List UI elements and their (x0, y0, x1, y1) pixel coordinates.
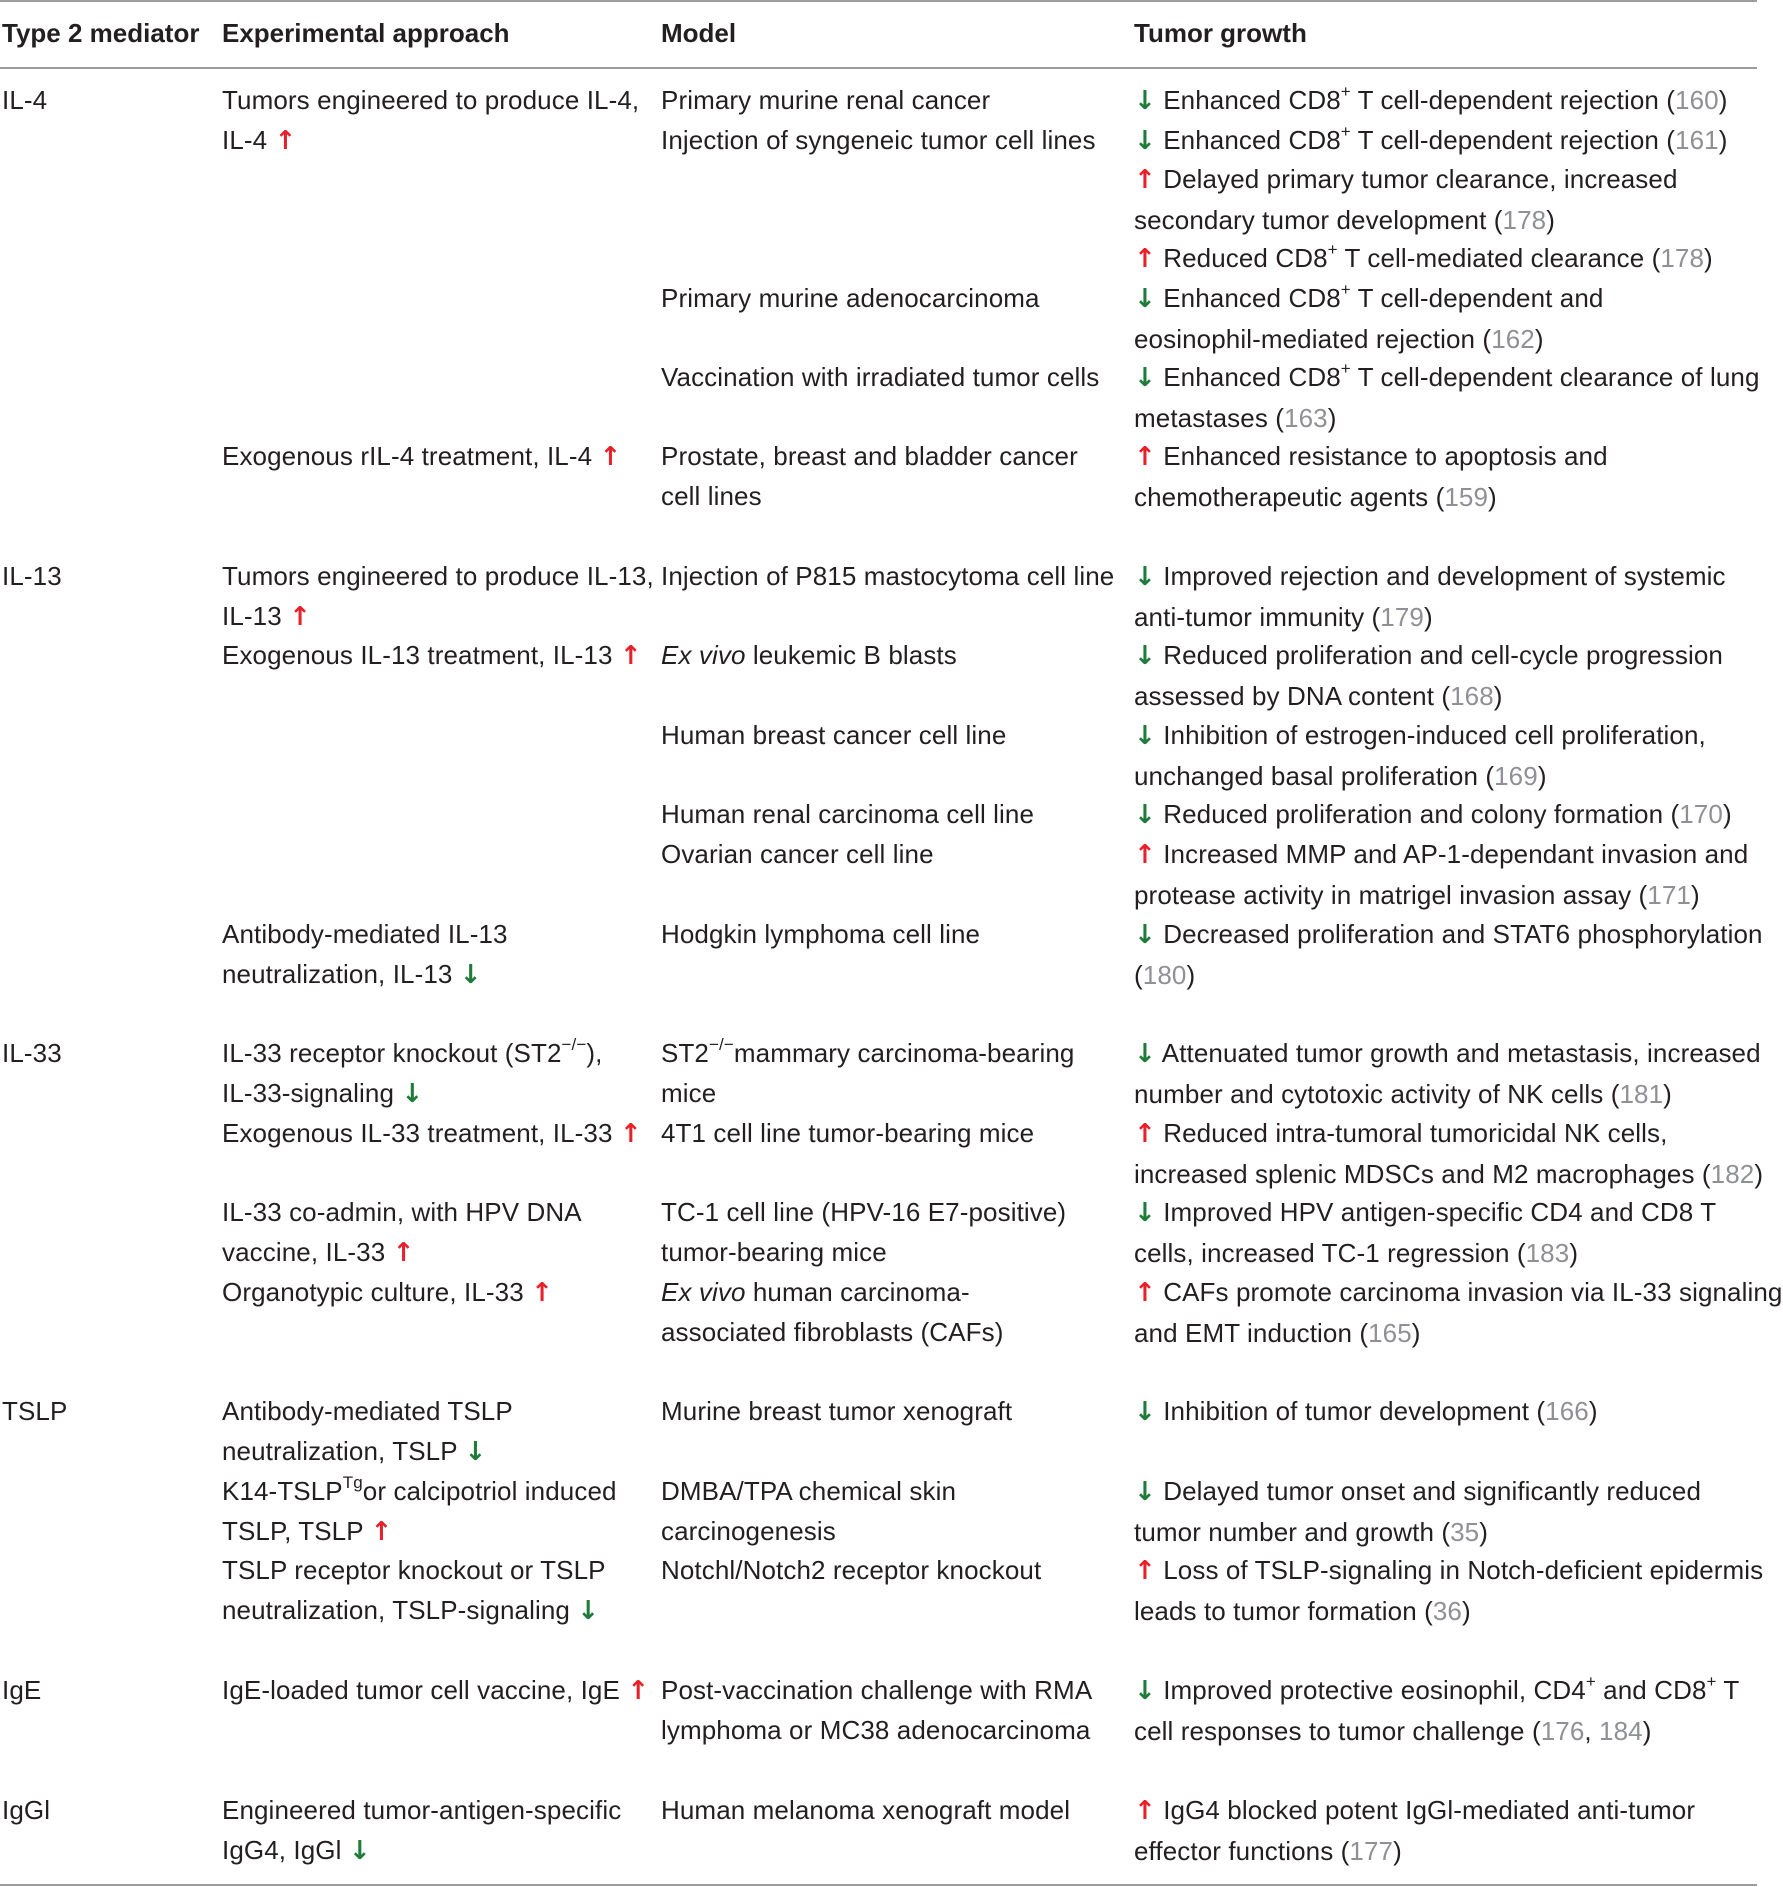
approach-il4-engineered: Tumors engineered to produce IL-4, IL-4 ↑ (222, 85, 640, 156)
mediator-iggl: IgGl (2, 1795, 51, 1825)
model-il13-leukemic: Ex vivo leukemic B blasts (661, 640, 957, 670)
model-il4-cell-lines: Prostate, breast and bladder cancer cell lines (661, 441, 1078, 511)
reference-link[interactable]: 180 (1142, 960, 1187, 990)
up-arrow-icon: ↑ (1134, 1119, 1156, 1149)
growth-il4-178b: ↑ Reduced CD8+ T cell-mediated clearance (178) (1134, 240, 1713, 274)
up-arrow-icon: ↑ (627, 1676, 650, 1706)
reference-link[interactable]: 177 (1349, 1836, 1394, 1866)
down-arrow-icon: ↓ (1134, 126, 1156, 156)
down-arrow-icon: ↓ (1134, 1676, 1156, 1706)
model-il33-tc1: TC-1 cell line (HPV-16 E7-positive) tumor-bearing mice (661, 1197, 1067, 1267)
mediator-tslp: TSLP (2, 1396, 68, 1426)
reference-link[interactable]: 161 (1675, 125, 1719, 155)
approach-iggl-engineered: Engineered tumor-antigen-specific IgG4, IgGl ↓ (222, 1795, 622, 1866)
growth-il13-168: ↓ Reduced proliferation and cell-cycle progression assessed by DNA content (168) (1134, 640, 1723, 711)
up-arrow-icon: ↑ (599, 442, 622, 472)
approach-tslp-k14: $K14-TSLP^{Tg}or$ calcipotriol induced TSLP, TSLP ↑ (222, 1473, 617, 1547)
model-tslp-notch: Notchl/Notch2 receptor knockout (661, 1555, 1042, 1585)
growth-il33-181: ↓ Attenuated tumor growth and metastasis, increased number and cytotoxic activity of NK cells (181) (1134, 1038, 1761, 1109)
growth-tslp-36: ↑ Loss of TSLP-signaling in Notch-deficient epidermis leads to tumor formation (36) (1134, 1555, 1764, 1626)
reference-link[interactable]: 184 (1599, 1716, 1643, 1746)
growth-iggl-177: ↑ IgG4 blocked potent IgGl-mediated anti-tumor effector functions (177) (1134, 1795, 1696, 1866)
reference-link[interactable]: 170 (1679, 799, 1723, 829)
model-il13-hodgkin: Hodgkin lymphoma cell line (661, 919, 981, 949)
model-tslp-dmba: DMBA/TPA chemical skin carcinogenesis (661, 1476, 957, 1546)
reference-link[interactable]: 160 (1675, 85, 1719, 115)
down-arrow-icon: ↓ (464, 1437, 487, 1467)
up-arrow-icon: ↑ (531, 1278, 553, 1308)
model-il33-4t1: 4T1 cell line tumor-bearing mice (661, 1118, 1035, 1148)
mediator-il13: IL-13 (2, 561, 62, 591)
reference-link[interactable]: 168 (1450, 681, 1494, 711)
down-arrow-icon: ↓ (1134, 562, 1156, 592)
growth-tslp-35: ↓ Delayed tumor onset and significantly reduced tumor number and growth (35) (1134, 1476, 1702, 1547)
mediator-il4: IL-4 (2, 85, 48, 115)
approach-il4-exogenous: Exogenous rIL-4 treatment, IL-4 ↑ (222, 441, 622, 472)
header-experimental-approach: Experimental approach (222, 18, 510, 48)
down-arrow-icon: ↓ (1134, 1477, 1156, 1507)
model-il13-p815: Injection of P815 mastocytoma cell line (661, 561, 1115, 591)
growth-il33-182: ↑ Reduced intra-tumoral tumoricidal NK cells, increased splenic MDSCs and M2 macrophages (182) (1134, 1118, 1764, 1189)
down-arrow-icon: ↓ (1134, 86, 1156, 116)
growth-tslp-166: ↓ Inhibition of tumor development (166) (1134, 1396, 1598, 1427)
reference-link[interactable]: 179 (1380, 602, 1424, 632)
reference-link[interactable]: 159 (1444, 482, 1489, 512)
table-bottom-rule (0, 1884, 1757, 1886)
approach-il33-coadmin: IL-33 co-admin, with HPV DNA vaccine, IL-33 ↑ (222, 1197, 582, 1268)
down-arrow-icon: ↓ (401, 1079, 424, 1109)
down-arrow-icon: ↓ (459, 960, 482, 990)
growth-il4-178a: ↑ Delayed primary tumor clearance, increased secondary tumor development (178) (1134, 164, 1678, 235)
growth-il4-160: ↓ Enhanced CD8+ T cell-dependent rejection (160) (1134, 82, 1728, 116)
mediator-ige: IgE (2, 1675, 42, 1705)
model-il13-breast: Human breast cancer cell line (661, 720, 1007, 750)
growth-il13-169: ↓ Inhibition of estrogen-induced cell proliferation, unchanged basal proliferation (169) (1134, 720, 1706, 791)
model-tslp-xenograft: Murine breast tumor xenograft (661, 1396, 1013, 1426)
reference-link[interactable]: 166 (1545, 1396, 1589, 1426)
up-arrow-icon: ↑ (392, 1238, 415, 1268)
down-arrow-icon: ↓ (1134, 800, 1156, 830)
reference-link[interactable]: 165 (1368, 1318, 1412, 1348)
model-iggl-melanoma: Human melanoma xenograft model (661, 1795, 1071, 1825)
up-arrow-icon: ↑ (289, 602, 311, 632)
approach-il13-engineered: Tumors engineered to produce IL-13, IL-13 ↑ (222, 561, 654, 632)
down-arrow-icon: ↓ (1134, 641, 1156, 671)
reference-link[interactable]: 182 (1710, 1159, 1755, 1189)
growth-il33-165: ↑ CAFs promote carcinoma invasion via IL-33 signaling and EMT induction (165) (1134, 1277, 1783, 1348)
reference-link[interactable]: 181 (1619, 1079, 1664, 1109)
down-arrow-icon: ↓ (1134, 1397, 1156, 1427)
up-arrow-icon: ↑ (1134, 1796, 1156, 1826)
reference-link[interactable]: 176 (1540, 1716, 1585, 1746)
growth-ige-176-184: ↓ Improved protective eosinophil, CD4+ and CD8+ T cell responses to tumor challenge (176, 184) (1134, 1672, 1740, 1746)
model-ige-challenge: Post-vaccination challenge with RMA lymphoma or MC38 adenocarcinoma (661, 1675, 1093, 1745)
reference-link[interactable]: 36 (1432, 1596, 1462, 1626)
up-arrow-icon: ↑ (1134, 1556, 1156, 1586)
approach-il33-exogenous: Exogenous IL-33 treatment, IL-33 ↑ (222, 1118, 642, 1149)
reference-link[interactable]: 35 (1450, 1517, 1480, 1547)
growth-il4-162: ↓ Enhanced CD8+ T cell-dependent and eosinophil-mediated rejection (162) (1134, 280, 1604, 354)
growth-il33-183: ↓ Improved HPV antigen-specific CD4 and CD8 T cells, increased TC-1 regression (183) (1134, 1197, 1717, 1268)
down-arrow-icon: ↓ (1134, 721, 1156, 751)
down-arrow-icon: ↓ (348, 1836, 371, 1866)
up-arrow-icon: ↑ (1134, 165, 1156, 195)
header-type2-mediator: Type 2 mediator (2, 18, 200, 48)
growth-il4-163: ↓ Enhanced CD8+ T cell-dependent clearance of lung metastases (163) (1134, 359, 1760, 433)
reference-link[interactable]: 171 (1647, 880, 1691, 910)
growth-il13-179: ↓ Improved rejection and development of systemic anti-tumor immunity (179) (1134, 561, 1726, 632)
up-arrow-icon: ↑ (619, 641, 642, 671)
down-arrow-icon: ↓ (1134, 1198, 1156, 1228)
growth-il13-171: ↑ Increased MMP and AP-1-dependant invasion and protease activity in matrigel invasion assay (171) (1134, 839, 1749, 910)
model-il33-st2: ST2−/−mammary carcinoma-bearing mice (661, 1035, 1075, 1108)
header-tumor-growth: Tumor growth (1134, 18, 1307, 48)
model-il4-syngeneic: Injection of syngeneic tumor cell lines (661, 125, 1096, 155)
approach-il33-organotypic: Organotypic culture, IL-33 ↑ (222, 1277, 553, 1308)
approach-il33-knockout: IL-33 receptor knockout (ST2−/−), IL-33-signaling ↓ (222, 1035, 603, 1109)
approach-tslp-antibody: Antibody-mediated TSLP neutralization, TSLP ↓ (222, 1396, 513, 1467)
mediator-il33: IL-33 (2, 1038, 62, 1068)
up-arrow-icon: ↑ (1134, 442, 1156, 472)
reference-link[interactable]: 162 (1491, 324, 1535, 354)
reference-link[interactable]: 178 (1660, 243, 1705, 273)
approach-il13-antibody: Antibody-mediated IL-13 neutralization, IL-13 ↓ (222, 919, 508, 990)
model-il4-adenocarcinoma: Primary murine adenocarcinoma (661, 283, 1040, 313)
model-il13-ovarian: Ovarian cancer cell line (661, 839, 934, 869)
up-arrow-icon: ↑ (274, 126, 297, 156)
model-il33-cafs: Ex vivo human carcinoma- associated fibroblasts (CAFs) (661, 1277, 1004, 1347)
table-top-rule (0, 0, 1757, 2)
down-arrow-icon: ↓ (1134, 1039, 1156, 1069)
up-arrow-icon: ↑ (619, 1119, 642, 1149)
reference-link[interactable]: 163 (1284, 403, 1328, 433)
growth-il13-180: ↓ Decreased proliferation and STAT6 phosphorylation (180) (1134, 919, 1763, 990)
down-arrow-icon: ↓ (1134, 920, 1156, 950)
up-arrow-icon: ↑ (1134, 1278, 1156, 1308)
header-model: Model (661, 18, 737, 48)
growth-il4-159: ↑ Enhanced resistance to apoptosis and chemotherapeutic agents (159) (1134, 441, 1608, 512)
model-il4-renal: Primary murine renal cancer (661, 85, 991, 115)
model-il13-renal: Human renal carcinoma cell line (661, 799, 1035, 829)
down-arrow-icon: ↓ (1134, 284, 1156, 314)
up-arrow-icon: ↑ (370, 1517, 393, 1547)
model-il4-vaccination: Vaccination with irradiated tumor cells (661, 362, 1100, 392)
approach-ige-vaccine: IgE-loaded tumor cell vaccine, IgE ↑ (222, 1675, 650, 1706)
table-header-rule (0, 67, 1757, 69)
reference-link[interactable]: 178 (1502, 205, 1547, 235)
up-arrow-icon: ↑ (1134, 840, 1156, 870)
growth-il4-161: ↓ Enhanced CD8+ T cell-dependent rejection (161) (1134, 122, 1728, 156)
down-arrow-icon: ↓ (1134, 363, 1156, 393)
growth-il13-170: ↓ Reduced proliferation and colony formation (170) (1134, 799, 1732, 830)
approach-tslp-receptor: TSLP receptor knockout or TSLP neutralization, TSLP-signaling ↓ (222, 1555, 606, 1626)
approach-il13-exogenous: Exogenous IL-13 treatment, IL-13 ↑ (222, 640, 642, 671)
reference-link[interactable]: 183 (1525, 1238, 1570, 1268)
reference-link[interactable]: 169 (1494, 761, 1538, 791)
down-arrow-icon: ↓ (577, 1596, 600, 1626)
up-arrow-icon: ↑ (1134, 244, 1156, 274)
